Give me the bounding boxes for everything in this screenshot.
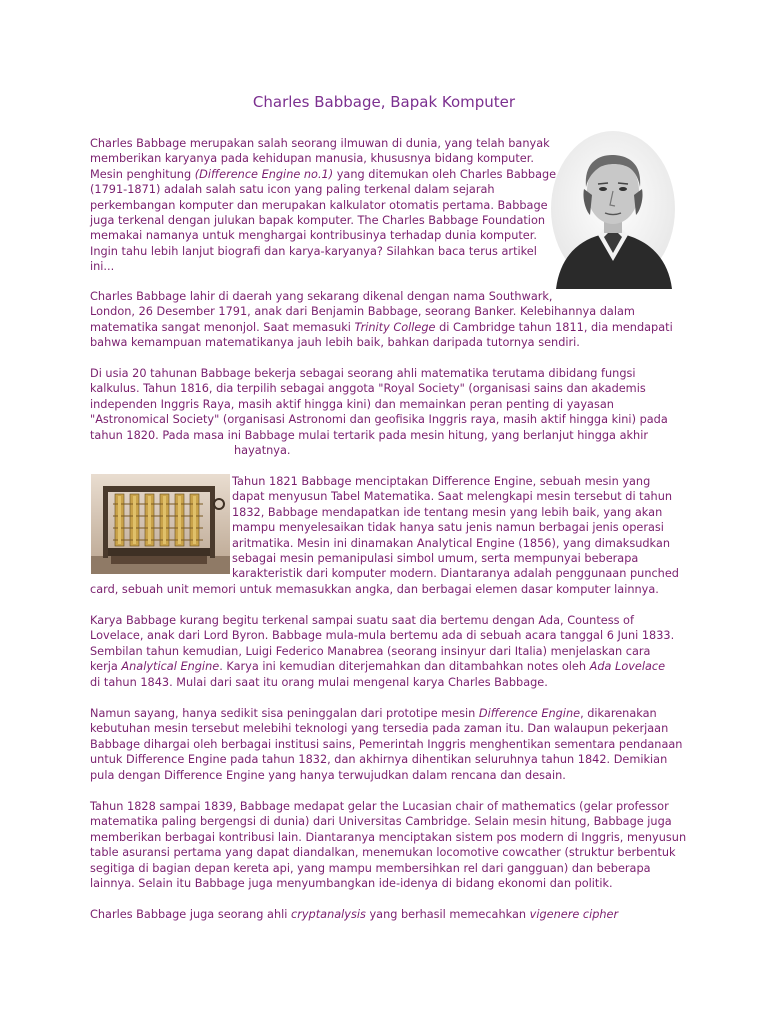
text-line: matematika paling bergengsi di dunia) dari Universitas Cambridge. Selain mesin hitung, Babbage juga xyxy=(90,815,672,829)
text-line xyxy=(90,659,674,674)
text-line: kebutuhan mesin tersebut melebihi teknologi yang tersedia pada zaman itu. Dan walaupun pekerjaan xyxy=(90,722,669,736)
text-line: perkembangan komputer dan merupakan kalkulator otomatis pertama. Babbage xyxy=(90,198,548,212)
text-line: memakai namanya untuk menghargai kontribusinya terhadap dunia komputer. xyxy=(90,229,537,243)
page-title: Charles Babbage, Bapak Komputer xyxy=(252,93,516,111)
paragraph-intro xyxy=(90,136,556,275)
text-line: ini... xyxy=(90,260,115,274)
text-line xyxy=(90,907,618,922)
text-line: memberikan karyanya pada kehidupan manusia, khususnya bidang komputer. xyxy=(90,152,534,166)
text-line: Karya Babbage kurang begitu terkenal sampai suatu saat dia bertemu dengan Ada, Countess of xyxy=(90,614,634,627)
emphasis-text: cryptanalysis xyxy=(291,908,366,921)
text-line: tahun 1820. Pada masa ini Babbage mulai tertarik pada mesin hitung, yang berlanjut hingga akhir xyxy=(90,428,648,442)
text-line: Charles Babbage merupakan salah seorang ilmuwan di dunia, yang telah banyak xyxy=(90,137,550,150)
text-line: di tahun 1843. Mulai dari saat itu orang mulai mengenal karya Charles Babbage. xyxy=(90,675,548,689)
text-line: dapat menyusun Tabel Matematika. Saat melengkapi mesin tersebut di tahun xyxy=(232,490,673,504)
text-line: table asuransi pertama yang dapat diandalkan, menemukan locomotive cowcather (struktur berbentuk xyxy=(90,846,676,860)
emphasis-text: vigenere cipher xyxy=(529,908,619,921)
text-line: untuk Difference Engine pada tahun 1832, dan akhirnya dihentikan seluruhnya tahun 1842. Demikian xyxy=(90,753,668,767)
text-segment: , dikarenakan xyxy=(580,707,657,720)
text-line xyxy=(90,320,673,335)
text-segment: matematika sangat menonjol. Saat memasuki xyxy=(90,320,355,334)
text-segment: Namun sayang, hanya sedikit sisa peninggalan dari prototipe mesin xyxy=(90,707,479,720)
text-line xyxy=(90,167,556,182)
text-segment: Mesin penghitung xyxy=(90,167,195,181)
emphasis-text: Trinity College xyxy=(354,320,436,334)
charles-babbage-portrait xyxy=(548,129,678,289)
text-line: Tahun 1828 sampai 1839, Babbage medapat gelar the Lucasian chair of mathematics (gelar professor xyxy=(90,800,669,813)
text-line: London, 26 Desember 1791, anak dari Benjamin Babbage, seorang Banker. Kelebihannya dalam xyxy=(90,305,635,319)
text-segment: yang ditemukan oleh Charles Babbage xyxy=(333,167,557,181)
text-line: independen Inggris Raya, masih aktif hingga kini) dan memainkan peran penting di yayasan xyxy=(90,397,614,411)
text-line: 1832, Babbage mendapatkan ide tentang mesin yang lebih baik, yang akan xyxy=(232,505,663,519)
text-line: Ingin tahu lebih lanjut biografi dan karya-karyanya? Silahkan baca terus artikel xyxy=(90,244,537,258)
text-line: card, sebuah unit memori untuk memasukkan angka, dan berbagai elemen dasar komputer lainnya. xyxy=(90,582,659,596)
text-line: segitiga di bagian depan kereta api, yang mampu membersihkan rel dari gangguan) dan beberapa xyxy=(90,861,651,875)
text-line: lainnya. Selain itu Babbage juga menyumbangkan ide-idenya di bidang ekonomi dan politik. xyxy=(90,877,613,891)
text-segment: . Karya ini kemudian diterjemahkan dan ditambahkan notes oleh xyxy=(219,660,590,674)
emphasis-text: (Difference Engine no.1) xyxy=(194,167,334,181)
emphasis-text: Difference Engine xyxy=(478,707,581,720)
text-line: memberikan berbagai kontribusi lain. Diantaranya menciptakan sistem pos modern di Inggris, menyusun xyxy=(90,830,687,844)
text-segment: di Cambridge tahun 1811, dia mendapati xyxy=(435,320,673,334)
paragraph-career xyxy=(90,366,668,458)
text-line: mampu menyelesaikan tidak hanya satu jenis namun berbagai jenis operasi xyxy=(232,521,664,535)
text-line: hayatnya. xyxy=(234,444,291,458)
text-line: Di usia 20 tahunan Babbage bekerja sebagai seorang ahli matematika terutama dibidang fungsi xyxy=(90,367,636,380)
text-line: bahwa kemampuan matematikanya jauh lebih baik, bahkan daripada tutornya sendiri. xyxy=(90,336,580,350)
text-line: karakteristik dari komputer modern. Diantaranya adalah penggunaan punched xyxy=(232,567,679,581)
text-line xyxy=(90,706,682,721)
text-line: sebagai mesin pemanipulasi simbol umum, serta mempunyai beberapa xyxy=(232,552,639,566)
text-segment: Charles Babbage juga seorang ahli xyxy=(90,908,291,921)
text-line: (1791-1871) adalah salah satu icon yang paling terkenal dalam sejarah xyxy=(90,183,495,197)
text-line: Tahun 1821 Babbage menciptakan Difference Engine, sebuah mesin yang xyxy=(232,475,651,488)
text-segment: kerja xyxy=(90,660,122,674)
text-line: Charles Babbage lahir di daerah yang sekarang dikenal dengan nama Southwark, xyxy=(90,290,553,303)
paragraph-contributions xyxy=(90,799,686,891)
text-line: juga terkenal dengan julukan bapak komputer. The Charles Babbage Foundation xyxy=(90,214,546,228)
text-line: "Astronomical Society" (organisasi Astronomi dan geofisika Inggris raya, masih aktif hingga kini) pada xyxy=(90,413,668,427)
emphasis-text: Analytical Engine xyxy=(121,660,220,674)
text-segment: yang berhasil memecahkan xyxy=(365,908,530,921)
text-line: kalkulus. Tahun 1816, dia terpilih sebagai anggota "Royal Society" (organisasi sains dan akademis xyxy=(90,382,646,396)
paragraph-legacy xyxy=(90,706,682,783)
paragraph-engines xyxy=(90,474,679,597)
emphasis-text: Ada Lovelace xyxy=(589,660,666,674)
text-line: pula dengan Difference Engine yang hanya terwujudkan dalam rencana dan desain. xyxy=(90,768,566,782)
paragraph-lovelace xyxy=(90,613,674,690)
paragraph-cryptanalysis xyxy=(90,907,618,922)
paragraph-birth xyxy=(90,289,673,351)
text-line: Lovelace, anak dari Lord Byron. Babbage mula-mula bertemu ada di sebuah acara tanggal 6 Juni 1833. xyxy=(90,629,675,643)
text-line: aritmatika. Mesin ini dinamakan Analytical Engine (1856), yang dimaksudkan xyxy=(232,536,670,550)
text-line: Babbage dihargai oleh berbagai institusi sains, Pemerintah Inggris menghentikan sementara pendanaan xyxy=(90,737,683,751)
text-line: Sembilan tahun kemudian, Luigi Federico Manabrea (seorang insinyur dari Italia) menjelaskan cara xyxy=(90,644,651,658)
